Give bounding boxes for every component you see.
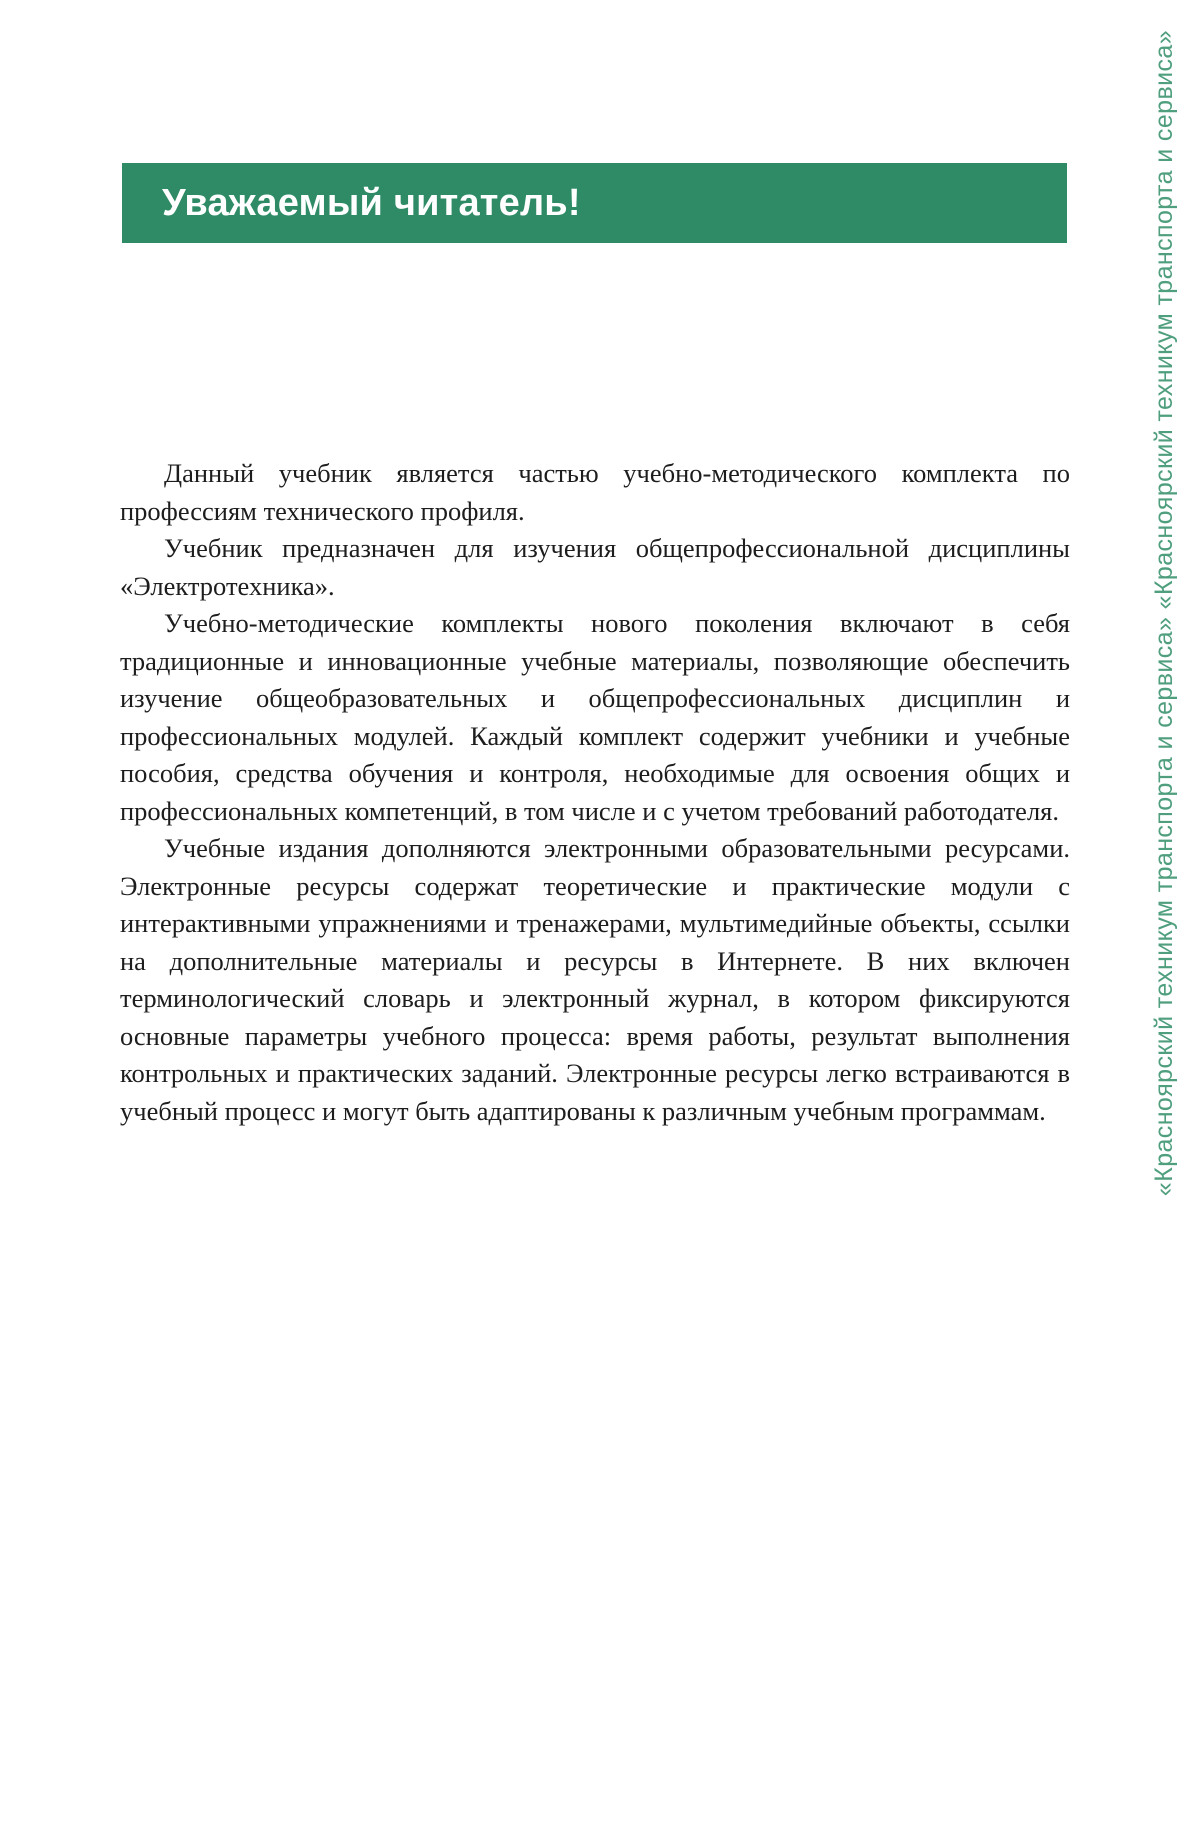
paragraph: Учебно-методические комплекты нового поколения включают в себя традиционные и инновационные учебные материалы, позволяющие обеспечить изучение общеобразовательных и общепрофессиональных дисциплин и профессиональных модулей. Каждый комплект содержит учебники и учебные пособия, средства обучения и контроля, необходимые для освоения общих и профессиональных компетенций, в том числе и с учетом требований работодателя.	[120, 608, 1070, 826]
watermark	[1134, 0, 1194, 1828]
paragraph: Учебник предназначен для изучения общепрофессиональной дисциплины «Электротехника».	[120, 533, 1070, 601]
page-title: Уважаемый читатель!	[162, 181, 581, 224]
paragraph: Данный учебник является частью учебно-методического комплекта по профессиям технического профиля.	[120, 458, 1070, 526]
watermark-text: «Красноярский техникум транспорта и сервиса» «Красноярский техникум транспорта и сервиса»	[1149, 30, 1178, 1197]
body-text-block	[120, 455, 1070, 1130]
page-heading-banner	[122, 163, 1067, 243]
paragraph: Учебные издания дополняются электронными образовательными ресурсами. Электронные ресурсы содержат теоретические и практические модули с интерактивными упражнениями и тренажерами, мультимедийные объекты, ссылки на дополнительные материалы и ресурсы в Интернете. В них включен терминологический словарь и электронный журнал, в котором фиксируются основные параметры учебного процесса: время работы, результат выполнения контрольных и практических заданий. Электронные ресурсы легко встраиваются в учебный процесс и могут быть адаптированы к различным учебным программам.	[120, 833, 1070, 1126]
